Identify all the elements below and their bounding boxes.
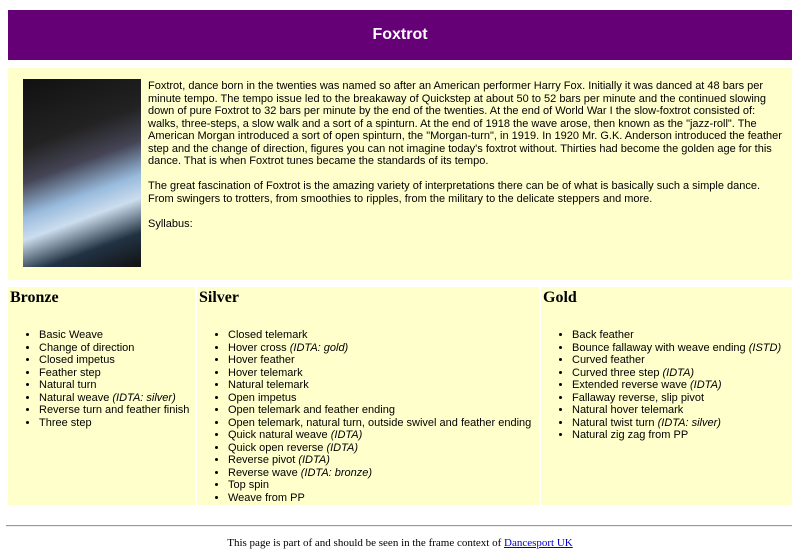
figure-name: Bounce fallaway with weave ending [572, 341, 746, 354]
figure-item [572, 379, 792, 392]
figure-name: Change of direction [39, 341, 135, 354]
figure-name: Curved three step [572, 366, 660, 379]
divider [6, 525, 792, 527]
figure-item [39, 392, 195, 405]
figure-item [228, 379, 539, 392]
figure-name: Closed impetus [39, 354, 115, 366]
intro-text [148, 80, 788, 243]
figure-note: (IDTA: gold) [289, 341, 349, 354]
figure-item [228, 417, 539, 430]
figure-name: Reverse pivot [228, 454, 296, 466]
figure-name: Open telemark, natural turn, outside swivel and feather ending [228, 416, 532, 429]
level-heading: Gold [543, 289, 577, 306]
figure-note: (ISTD) [748, 341, 782, 354]
footer [0, 537, 800, 549]
figure-item [572, 392, 792, 405]
intro-paragraph: Foxtrot, dance born in the twenties was named so after an American performer Harry Fox. Initially it was danced at 48 bars per minute tempo. The tempo issue led to the breakaway of Quickstep at about 50 to 52 bars per minute and the continued slowing down of pure Foxtrot to 32 bars per minute by the end of the twenties. At the end of World War I the slow-foxtrot consisted of: walks, three-steps, a slow walk and a sort of a spinturn. At the end of 1918 the wave arose, then known as the "jazz-roll". The American Morgan introduced a sort of open spinturn, the "Morgan-turn", in 1919. In 1920 Mr. G.K. Anderson introduced the feather step and the change of direction, figures you can not imagine today's foxtrot without. Thirties had become the golden age for this dance. That is when Foxtrot tunes became the standards of its tempo. [148, 80, 782, 167]
figure-item [572, 329, 792, 342]
figure-item [228, 492, 539, 505]
footer-text: This page is part of and should be seen in the frame context of [227, 537, 505, 549]
figure-name: Weave from PP [228, 491, 305, 504]
figure-item [228, 467, 539, 480]
figure-item [572, 417, 792, 430]
figure-name: Natural zig zag from PP [572, 429, 689, 441]
figure-name: Hover telemark [228, 366, 303, 379]
silver-column [197, 287, 539, 505]
figure-item [39, 379, 195, 392]
figure-item [228, 442, 539, 455]
figure-name: Fallaway reverse, slip pivot [572, 391, 705, 404]
figure-item [39, 404, 195, 417]
figure-note: (IDTA) [330, 429, 363, 441]
figure-item [572, 404, 792, 417]
figure-item [228, 404, 539, 417]
figure-name: Hover cross [228, 341, 287, 354]
syllabus-label: Syllabus: [148, 217, 193, 230]
page-header [8, 10, 792, 60]
figure-item [572, 367, 792, 380]
figure-list [541, 329, 792, 442]
figure-item [39, 417, 195, 430]
figure-name: Natural telemark [228, 379, 309, 391]
dancers-photo [23, 79, 141, 267]
figure-item [228, 367, 539, 380]
figure-note: (IDTA) [662, 366, 695, 379]
figure-item [228, 342, 539, 355]
figure-name: Natural twist turn [572, 416, 655, 429]
level-heading: Bronze [10, 289, 59, 306]
figure-name: Top spin [228, 479, 269, 491]
figure-item [572, 342, 792, 355]
figure-item [39, 367, 195, 380]
figure-name: Natural weave [39, 391, 110, 404]
intro-panel [8, 68, 792, 280]
figure-list [8, 329, 195, 429]
figure-name: Feather step [39, 366, 101, 379]
figure-item [39, 342, 195, 355]
figure-name: Extended reverse wave [572, 379, 687, 391]
figure-name: Open telemark and feather ending [228, 404, 395, 416]
figure-item [572, 354, 792, 367]
figure-item [228, 454, 539, 467]
figure-name: Hover feather [228, 354, 295, 366]
figure-name: Closed telemark [228, 329, 308, 341]
figure-note: (IDTA: bronze) [300, 466, 373, 479]
figure-item [228, 479, 539, 492]
figure-name: Natural hover telemark [572, 404, 684, 416]
page-title: Foxtrot [372, 26, 428, 43]
figure-item [39, 329, 195, 342]
figure-item [228, 329, 539, 342]
figure-name: Back feather [572, 329, 634, 341]
figure-item [572, 429, 792, 442]
intro-paragraph: The great fascination of Foxtrot is the amazing variety of interpretations there can be of what is basically such a simple dance. From swingers to trotters, from smoothies to ripples, from the military to the delicate steppers and more. [148, 180, 761, 205]
figure-note: (IDTA) [690, 379, 722, 391]
figure-item [228, 392, 539, 405]
figure-item [39, 354, 195, 367]
bronze-column [8, 287, 195, 505]
figure-note: (IDTA) [298, 454, 330, 466]
figure-note: (IDTA: silver) [112, 391, 176, 404]
figure-item [228, 354, 539, 367]
gold-column [541, 287, 792, 505]
figure-name: Quick open reverse [228, 441, 324, 454]
figure-name: Reverse turn and feather finish [39, 404, 190, 416]
figure-note: (IDTA: silver) [657, 416, 721, 429]
figure-item [228, 429, 539, 442]
figure-name: Reverse wave [228, 466, 298, 479]
figure-name: Three step [39, 416, 92, 429]
level-heading: Silver [199, 289, 239, 306]
figure-name: Curved feather [572, 354, 645, 366]
figure-name: Open impetus [228, 391, 297, 404]
figure-name: Quick natural weave [228, 429, 328, 441]
figure-name: Natural turn [39, 379, 97, 391]
dancesport-uk-link[interactable]: Dancesport UK [504, 537, 573, 549]
figure-note: (IDTA) [326, 441, 359, 454]
figure-list [197, 329, 539, 504]
figure-name: Basic Weave [39, 329, 103, 341]
